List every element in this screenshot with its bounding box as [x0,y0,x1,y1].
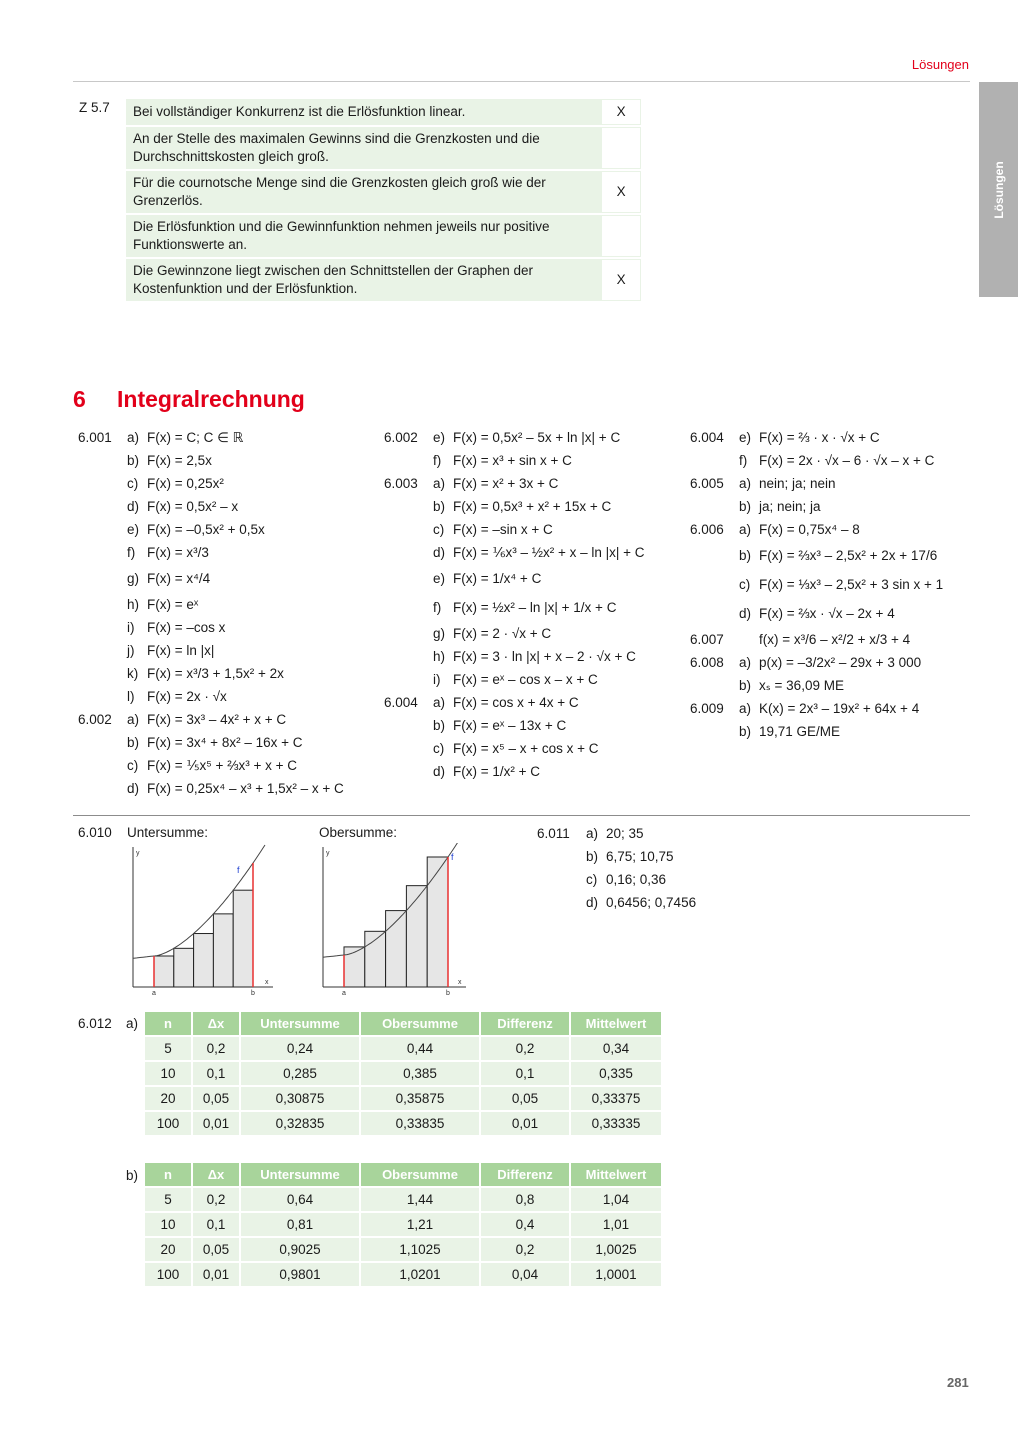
statement-text: An der Stelle des maximalen Gewinns sind die Grenzkosten und die Durchschnittskosten gleich groß. [126,127,601,169]
task-number: 6.002 [384,430,418,445]
answer-row [384,564,684,593]
task-number: 6.004 [384,695,418,710]
answer-text: F(x) = ⅔ · x · √x + C [759,430,880,445]
answer-text: F(x) = ⅔x³ – 2,5x² + 2x + 17/6 [759,548,938,563]
answers-column-2 [384,426,684,783]
table-cell: 0,4 [481,1213,569,1236]
answer-text: F(x) = 3x⁴ + 8x² – 16x + C [147,735,303,750]
part-label: a) [739,522,752,537]
column-header: Differenz [481,1163,569,1186]
statement-mark: X [601,171,641,213]
function-label: f [451,852,454,862]
part-label: a) [127,712,140,727]
table-header-row [145,1012,661,1035]
statement-mark: X [601,259,641,301]
part-label: c) [127,476,139,491]
answer-row [78,639,378,662]
part-label: f) [739,453,748,468]
table-cell: 10 [145,1213,191,1236]
chapter-title: Integralrechnung [117,386,305,412]
answer-text: p(x) = –3/2x² – 29x + 3 000 [759,655,922,670]
answer-row [690,541,990,570]
table-cell: 100 [145,1263,191,1286]
part-label: d) [433,545,446,560]
table-row [145,1263,661,1286]
table-cell: 20 [145,1087,191,1110]
table-cell: 0,33335 [571,1112,661,1135]
part-label: i) [433,672,441,687]
answer-text: F(x) = 3 · ln |x| + x – 2 · √x + C [453,649,636,664]
column-header: Untersumme [241,1012,359,1035]
part-label: d) [127,499,140,514]
part-label: a) [433,695,446,710]
answer-row [384,622,684,645]
answer-row [384,645,684,668]
answer-row [78,731,378,754]
lower-sum-graph [125,843,275,995]
table-cell: 1,1025 [361,1238,479,1261]
table-row [145,1238,661,1261]
riemann-rectangle [194,934,214,987]
table-cell: 1,04 [571,1188,661,1211]
upper-sum-graph [316,843,476,995]
column-header: n [145,1163,191,1186]
part-label: b) [433,499,446,514]
part-label: b) [739,499,752,514]
answer-text: F(x) = –sin x + C [453,522,553,537]
part-label: c) [433,741,445,756]
table-cell: 0,04 [481,1263,569,1286]
section-header-title: Lösungen [911,57,969,72]
answer-text: F(x) = cos x + 4x + C [453,695,579,710]
answer-row [537,822,837,845]
answer-text: F(x) = 1/x² + C [453,764,541,779]
y-axis-label: y [326,850,330,857]
column-header: Differenz [481,1012,569,1035]
bound-b-label: b [251,990,255,995]
answer-row [690,570,990,599]
answer-row [78,708,378,731]
table-cell: 0,2 [481,1037,569,1060]
part-label: b) [739,724,752,739]
part-label: f) [433,600,442,615]
table-cell: 0,9801 [241,1263,359,1286]
part-label: g) [433,626,446,641]
answer-row [384,737,684,760]
x-axis-label: x [265,979,269,986]
part-label: d) [586,895,599,910]
answer-row [384,541,684,564]
answer-text: F(x) = 0,5x² – 5x + ln |x| + C [453,430,621,445]
riemann-rectangle [406,886,427,987]
task-number: 6.011 [537,826,570,841]
table-row [145,1087,661,1110]
part-label: g) [127,571,140,586]
results-table-b [143,1161,663,1288]
table-cell: 0,2 [193,1188,239,1211]
answer-row [78,616,378,639]
answer-row [384,714,684,737]
part-label: j) [127,643,135,658]
x-axis-label: x [458,979,462,986]
answer-row [384,668,684,691]
task-number-6010: 6.010 [78,825,112,840]
part-label: e) [433,430,446,445]
table-cell: 0,01 [193,1112,239,1135]
statement-text: Die Erlösfunktion und die Gewinnfunktion nehmen jeweils nur positive Funktionswerte an. [126,215,601,257]
table-cell: 0,335 [571,1062,661,1085]
side-tab [979,82,1018,297]
section-divider [73,815,970,816]
part-label: b) [127,453,140,468]
answer-row [384,426,684,449]
part-label: d) [739,606,752,621]
part-label: e) [739,430,752,445]
answer-row [78,495,378,518]
part-label: a) [586,826,599,841]
statement-mark [601,127,641,169]
task-number: 6.009 [690,701,724,716]
answer-text: ja; nein; ja [759,499,821,514]
answer-row [690,472,990,495]
statement-row [126,99,641,125]
answer-text: F(x) = ⅓x³ – 2,5x² + 3 sin x + 1 [759,577,944,592]
answer-row [78,449,378,472]
page-number: 281 [947,1375,969,1390]
table-cell: 0,33835 [361,1112,479,1135]
table-cell: 0,34 [571,1037,661,1060]
answer-text: F(x) = –0,5x² + 0,5x [147,522,265,537]
part-label: a) [127,430,140,445]
task-number-z57: Z 5.7 [79,100,110,115]
part-label: e) [127,522,140,537]
answer-row [690,697,990,720]
table-cell: 0,01 [193,1263,239,1286]
answer-row [537,868,837,891]
results-table-a [143,1010,663,1137]
column-header: Obersumme [361,1012,479,1035]
column-header: Mittelwert [571,1012,661,1035]
answer-text: F(x) = 2x · √x – 6 · √x – x + C [759,453,935,468]
table-cell: 0,8 [481,1188,569,1211]
answer-text: F(x) = ⅕x⁵ + ⅔x³ + x + C [147,758,297,773]
answer-row [78,426,378,449]
table-cell: 0,1 [193,1062,239,1085]
answer-text: F(x) = 3x³ – 4x² + x + C [147,712,287,727]
riemann-rectangle [427,857,448,987]
answer-text: F(x) = 0,25x² [147,476,224,491]
table-row [145,1062,661,1085]
part-label: b) [433,718,446,733]
answer-row [78,777,378,800]
part-b-label: b) [126,1168,139,1183]
answer-row [78,593,378,616]
task-number: 6.002 [78,712,112,727]
answer-text: F(x) = 2,5x [147,453,212,468]
answer-text: F(x) = ln |x| [147,643,215,658]
answer-text: 0,16; 0,36 [606,872,667,887]
table-cell: 0,64 [241,1188,359,1211]
part-label: h) [433,649,446,664]
column-header: Δx [193,1012,239,1035]
answer-row [690,651,990,674]
answer-text: 6,75; 10,75 [606,849,674,864]
answer-row [78,472,378,495]
answer-text: F(x) = 0,5x² – x [147,499,239,514]
task-number: 6.001 [78,430,112,445]
statement-text: Für die cournotsche Menge sind die Grenzkosten gleich groß wie der Grenzerlös. [126,171,601,213]
answers-6011 [537,822,837,914]
part-label: i) [127,620,135,635]
statement-text: Bei vollständiger Konkurrenz ist die Erlösfunktion linear. [126,99,601,125]
answer-text: F(x) = x⁵ – x + cos x + C [453,741,599,756]
table-cell: 0,44 [361,1037,479,1060]
table-cell: 0,81 [241,1213,359,1236]
answers-column-3 [690,426,990,743]
y-axis-label: y [136,850,140,857]
answer-text: F(x) = x² + 3x + C [453,476,559,491]
function-label: f [237,865,240,875]
chapter-heading [73,386,305,413]
answer-text: K(x) = 2x³ – 19x² + 64x + 4 [759,701,920,716]
answer-text: 20; 35 [606,826,644,841]
task-number: 6.004 [690,430,724,445]
answer-text: F(x) = 1/x⁴ + C [453,571,542,586]
riemann-rectangle [233,890,253,987]
part-label: a) [433,476,446,491]
answer-text: F(x) = C; C ∈ ℝ [147,430,244,445]
answer-row [78,518,378,541]
table-cell: 0,05 [481,1087,569,1110]
answer-row [384,691,684,714]
task-number: 6.006 [690,522,724,537]
table-cell: 0,30875 [241,1087,359,1110]
table-cell: 0,285 [241,1062,359,1085]
part-label: c) [586,872,598,887]
statement-mark [601,215,641,257]
table-cell: 0,01 [481,1112,569,1135]
answer-text: xₛ = 36,09 ME [759,678,844,693]
answer-text: F(x) = eˣ – 13x + C [453,718,567,733]
statement-mark: X [601,99,641,125]
part-label: a) [739,701,752,716]
table-cell: 0,385 [361,1062,479,1085]
part-label: b) [739,678,752,693]
answer-row [384,449,684,472]
answer-row [78,564,378,593]
answer-text: F(x) = 2x · √x [147,689,227,704]
answer-row [690,599,990,628]
task-number: 6.007 [690,632,724,647]
riemann-rectangle [154,956,174,987]
part-label: b) [739,548,752,563]
column-header: Δx [193,1163,239,1186]
answer-text: F(x) = 0,75x⁴ – 8 [759,522,860,537]
statement-row [126,171,641,213]
answer-text: F(x) = eˣ – cos x – x + C [453,672,598,687]
part-label: k) [127,666,139,681]
statement-row [126,127,641,169]
answer-text: F(x) = –cos x [147,620,226,635]
answer-text: 19,71 GE/ME [759,724,841,739]
table-row [145,1213,661,1236]
task-number: 6.003 [384,476,418,491]
answers-column-1 [78,426,378,800]
table-cell: 20 [145,1238,191,1261]
answer-row [384,495,684,518]
answer-text: f(x) = x³/6 – x²/2 + x/3 + 4 [759,632,911,647]
part-label: f) [127,545,136,560]
table-row [145,1037,661,1060]
table-cell: 10 [145,1062,191,1085]
column-header: Untersumme [241,1163,359,1186]
answer-row [384,472,684,495]
table-cell: 1,21 [361,1213,479,1236]
part-label: d) [433,764,446,779]
answer-text: F(x) = x³/3 + 1,5x² + 2x [147,666,284,681]
answer-text: F(x) = ⅙x³ – ½x² + x – ln |x| + C [453,545,645,560]
task-number: 6.005 [690,476,724,491]
part-label: b) [127,735,140,750]
table-cell: 0,1 [193,1213,239,1236]
chapter-number: 6 [73,386,86,412]
table-row [145,1112,661,1135]
answer-row [537,845,837,868]
answer-text: F(x) = x⁴/4 [147,571,211,586]
answer-text: 0,6456; 0,7456 [606,895,697,910]
task-number-6012: 6.012 [78,1016,112,1031]
lower-sum-label: Untersumme: [127,825,209,840]
answer-text: F(x) = ⅔x · √x – 2x + 4 [759,606,895,621]
answer-text: F(x) = 2 · √x + C [453,626,552,641]
table-header-row [145,1163,661,1186]
answer-text: F(x) = eˣ [147,597,199,612]
table-cell: 0,05 [193,1238,239,1261]
answer-row [690,426,990,449]
answer-text: F(x) = 0,25x⁴ – x³ + 1,5x² – x + C [147,781,344,796]
part-label: h) [127,597,140,612]
answer-row [384,760,684,783]
answer-text: F(x) = x³/3 [147,545,209,560]
table-cell: 0,05 [193,1087,239,1110]
answer-row [384,593,684,622]
part-label: c) [127,758,139,773]
table-cell: 0,24 [241,1037,359,1060]
answer-row [78,662,378,685]
table-cell: 1,01 [571,1213,661,1236]
table-cell: 0,1 [481,1062,569,1085]
bound-a-label: a [152,990,156,995]
answer-row [78,754,378,777]
answer-row [690,495,990,518]
table-cell: 0,33375 [571,1087,661,1110]
table-cell: 0,2 [193,1037,239,1060]
answer-row [78,685,378,708]
answer-text: F(x) = x³ + sin x + C [453,453,572,468]
table-row [145,1188,661,1211]
riemann-rectangle [213,914,233,987]
bound-a-label: a [342,990,346,995]
part-label: c) [433,522,445,537]
statement-text: Die Gewinnzone liegt zwischen den Schnittstellen der Graphen der Kostenfunktion und der Erlösfunktion. [126,259,601,301]
answer-row [690,720,990,743]
riemann-rectangle [174,948,194,987]
z57-statement-table [126,97,641,303]
statement-row [126,215,641,257]
statement-row [126,259,641,301]
part-label: f) [433,453,442,468]
answer-row [384,518,684,541]
answer-row [690,449,990,472]
riemann-rectangle [344,947,365,987]
table-cell: 100 [145,1112,191,1135]
answer-row [690,518,990,541]
table-cell: 1,0201 [361,1263,479,1286]
answer-text: F(x) = 0,5x³ + x² + 15x + C [453,499,612,514]
table-cell: 0,32835 [241,1112,359,1135]
part-label: e) [433,571,446,586]
part-label: c) [739,577,751,592]
part-label: a) [739,655,752,670]
table-cell: 5 [145,1188,191,1211]
answer-text: F(x) = ½x² – ln |x| + 1/x + C [453,600,617,615]
table-cell: 1,44 [361,1188,479,1211]
table-cell: 0,2 [481,1238,569,1261]
part-label: b) [586,849,599,864]
part-label: a) [739,476,752,491]
table-cell: 5 [145,1037,191,1060]
part-label: l) [127,689,135,704]
bound-b-label: b [446,990,450,995]
table-cell: 0,9025 [241,1238,359,1261]
column-header: Obersumme [361,1163,479,1186]
column-header: Mittelwert [571,1163,661,1186]
table-cell: 1,0025 [571,1238,661,1261]
answer-row [537,891,837,914]
column-header: n [145,1012,191,1035]
table-cell: 0,35875 [361,1087,479,1110]
answer-row [690,674,990,697]
header-divider [73,81,970,82]
table-cell: 1,0001 [571,1263,661,1286]
part-a-label: a) [126,1016,139,1031]
part-label: d) [127,781,140,796]
task-number: 6.008 [690,655,724,670]
answer-text: nein; ja; nein [759,476,836,491]
answer-row [690,628,990,651]
side-tab-label: Lösungen [991,160,1006,219]
upper-sum-label: Obersumme: [319,825,398,840]
answer-row [78,541,378,564]
